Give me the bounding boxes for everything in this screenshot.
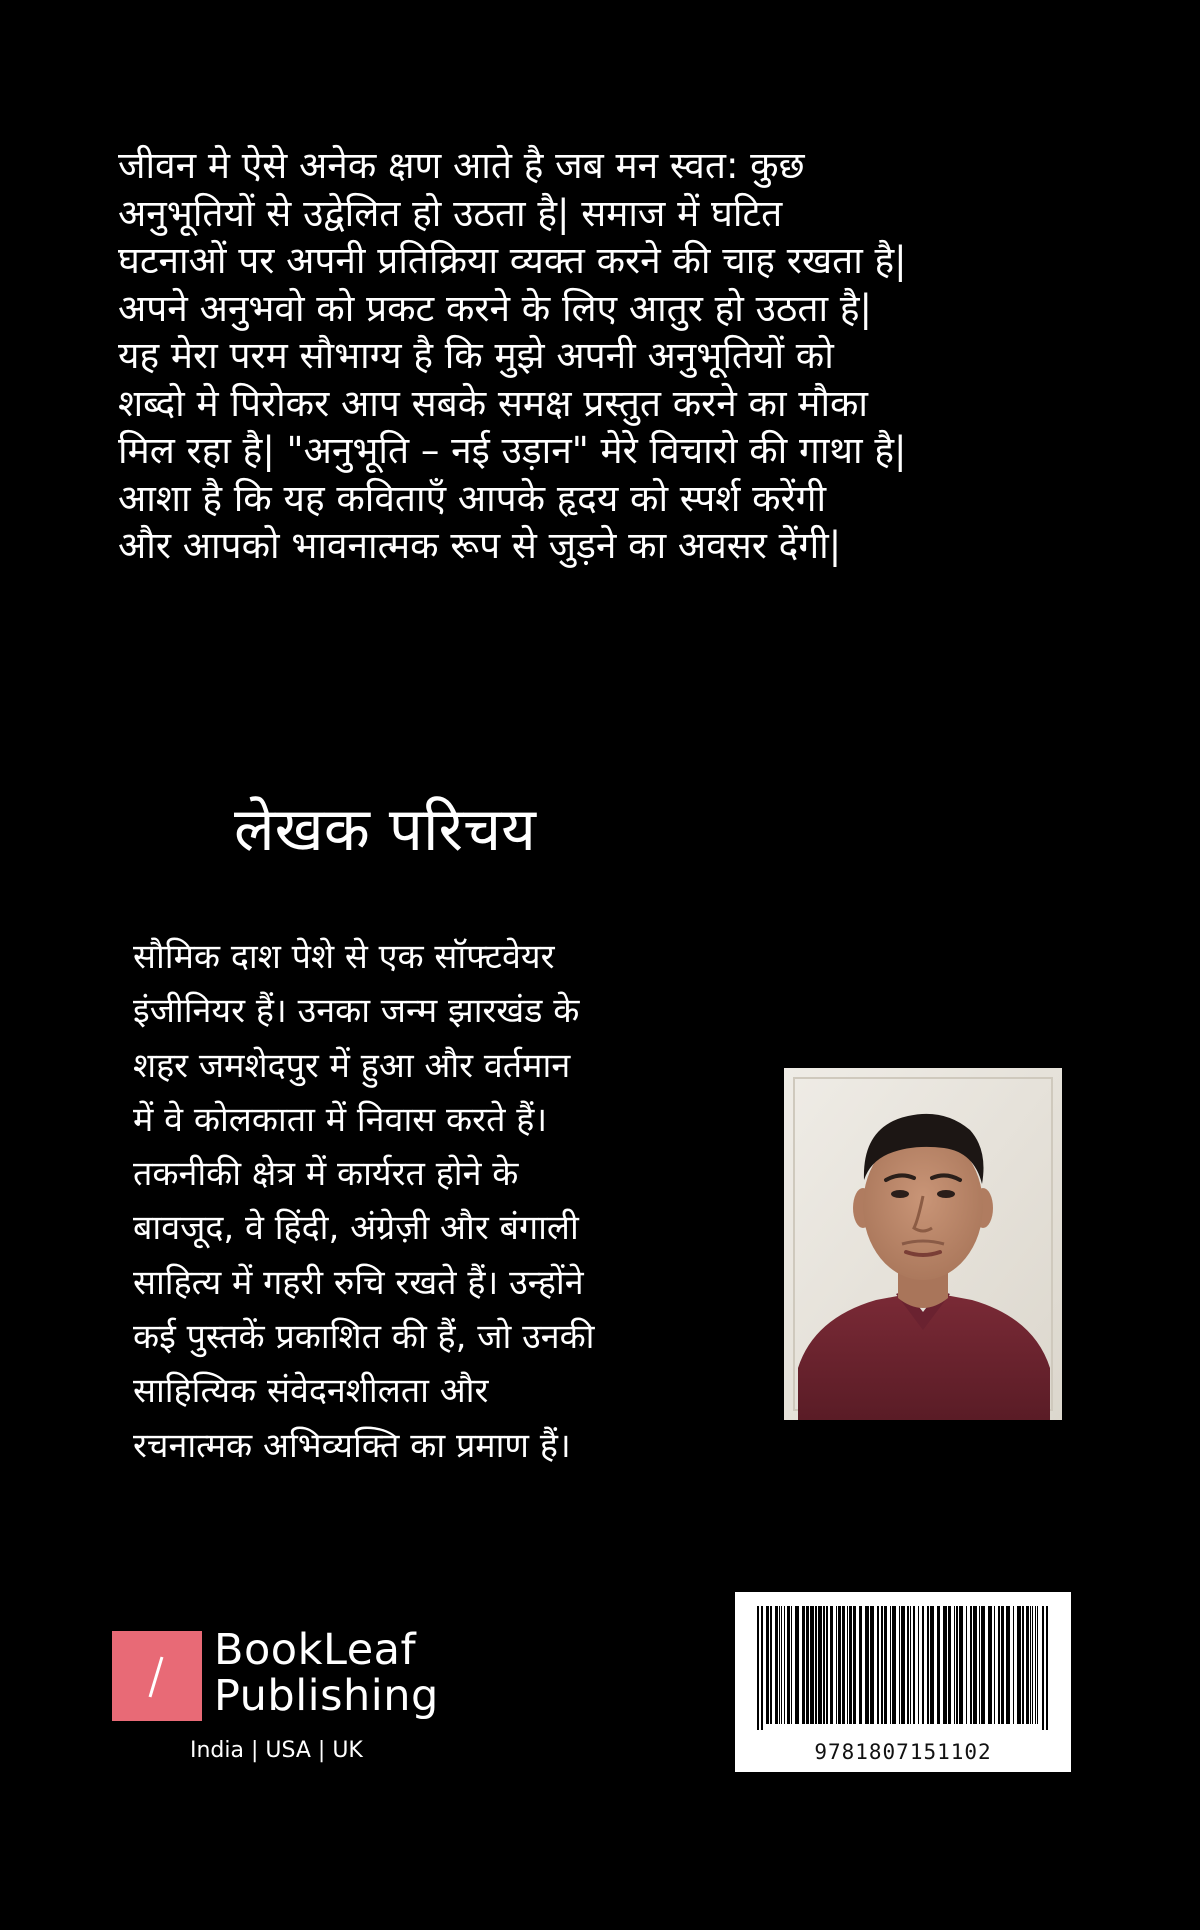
barcode-bar xyxy=(865,1606,869,1724)
barcode-bar xyxy=(791,1606,792,1724)
barcode-bar xyxy=(956,1606,958,1724)
barcode-bar xyxy=(948,1606,951,1724)
barcode-bar xyxy=(806,1606,809,1724)
barcode-bar xyxy=(766,1606,769,1724)
blurb-line: यह मेरा परम सौभाग्य है कि मुझे अपनी अनुभूतियों को xyxy=(118,334,834,377)
barcode-bar xyxy=(795,1606,799,1724)
barcode-bar xyxy=(907,1606,909,1724)
barcode-bar xyxy=(757,1606,759,1730)
barcode-bar xyxy=(881,1606,883,1724)
barcode-bar xyxy=(810,1606,814,1724)
barcode-bar xyxy=(1042,1606,1044,1730)
barcode-bar xyxy=(770,1606,772,1724)
bio-line: इंजीनियर हैं। उनका जन्म झारखंड के xyxy=(133,991,580,1032)
barcode-bar xyxy=(998,1606,1000,1724)
blurb-line: मिल रहा है| "अनुभूति – नई उड़ान" मेरे विचारो की गाथा है| xyxy=(118,429,907,472)
barcode-bar xyxy=(838,1606,841,1724)
barcode-bar xyxy=(970,1606,972,1724)
barcode-bar xyxy=(937,1606,940,1724)
barcode-bar xyxy=(1032,1606,1033,1724)
barcode-bar xyxy=(927,1606,929,1724)
barcode-bar xyxy=(826,1606,828,1724)
barcode-bar xyxy=(784,1606,785,1724)
blurb-line: आशा है कि यह कविताएँ आपके हृदय को स्पर्श करेंगी xyxy=(118,476,827,520)
barcode-bar xyxy=(761,1606,763,1730)
barcode-bar xyxy=(1006,1606,1010,1724)
barcode-bar xyxy=(1037,1606,1038,1724)
barcode-bar xyxy=(818,1606,822,1724)
barcode-bar xyxy=(775,1606,778,1724)
publisher-name-line2: Publishing xyxy=(214,1671,439,1721)
author-intro-heading: लेखक परिचय xyxy=(234,795,536,865)
barcode-bar xyxy=(966,1606,967,1724)
barcode-bar xyxy=(918,1606,919,1724)
barcode-bar xyxy=(899,1606,900,1724)
barcode-bar xyxy=(1030,1606,1031,1724)
barcode-bar xyxy=(1001,1606,1004,1724)
barcode-bar xyxy=(973,1606,977,1724)
barcode-bar xyxy=(959,1606,963,1724)
barcode-bar xyxy=(815,1606,817,1724)
barcode-bar xyxy=(787,1606,790,1724)
bio-line: सौमिक दाश पेशे से एक सॉफ्टवेयर xyxy=(133,937,555,977)
barcode-bar xyxy=(823,1606,825,1724)
barcode-bar xyxy=(1046,1606,1048,1730)
barcode-bar xyxy=(994,1606,995,1724)
barcode-bar xyxy=(943,1606,947,1724)
barcode-bar xyxy=(988,1606,992,1724)
barcode-bar xyxy=(1013,1606,1014,1724)
bio-line: बावजूद, वे हिंदी, अंग्रेज़ी और बंगाली xyxy=(133,1208,579,1249)
blurb-line: अनुभूतियों से उद्वेलित हो उठता है| समाज में घटित xyxy=(118,191,783,235)
barcode-bar xyxy=(954,1606,955,1724)
publisher-name-line1: BookLeaf xyxy=(214,1625,417,1675)
bio-line: में वे कोलकाता में निवास करते हैं। xyxy=(133,1099,548,1140)
barcode-bar xyxy=(870,1606,874,1724)
publisher-logo xyxy=(112,1626,452,1766)
barcode-bar xyxy=(849,1606,852,1724)
blurb-line: जीवन मे ऐसे अनेक क्षण आते है जब मन स्वत: कुछ xyxy=(118,144,805,187)
author-photo xyxy=(784,1068,1062,1420)
barcode-bar xyxy=(781,1606,782,1724)
barcode-bar xyxy=(892,1606,896,1724)
barcode-bar xyxy=(1035,1606,1036,1724)
bio-line: तकनीकी क्षेत्र में कार्यरत होने के xyxy=(133,1154,519,1195)
barcode-bar xyxy=(842,1606,845,1724)
blurb-line: अपने अनुभवो को प्रकट करने के लिए आतुर हो उठता है| xyxy=(118,286,872,330)
barcode-bar xyxy=(859,1606,862,1724)
bio-line: कई पुस्तकें प्रकाशित की हैं, जो उनकी xyxy=(133,1317,595,1358)
barcode-bar xyxy=(930,1606,934,1724)
bio-line: साहित्यिक संवेदनशीलता और xyxy=(133,1371,489,1412)
blurb-line: घटनाओं पर अपनी प्रतिक्रिया व्यक्त करने की चाह रखता है| xyxy=(118,239,907,282)
barcode-bar xyxy=(830,1606,833,1724)
author-bio xyxy=(133,930,733,1473)
barcode-bar xyxy=(890,1606,891,1724)
slash-logo-icon xyxy=(112,1631,202,1721)
blurb-line: और आपको भावनात्मक रूप से जुड़ने का अवसर देंगी| xyxy=(118,524,842,567)
barcode-bar xyxy=(853,1606,856,1724)
barcode-bar xyxy=(779,1606,780,1724)
bio-line: रचनात्मक अभिव्यक्ति का प्रमाण हैं। xyxy=(133,1425,571,1466)
barcode-bar xyxy=(913,1606,915,1724)
isbn-number: 9781807151102 xyxy=(814,1740,992,1764)
barcode-bar xyxy=(922,1606,924,1724)
barcode-bar xyxy=(1017,1606,1021,1724)
publisher-regions: India | USA | UK xyxy=(190,1738,363,1763)
barcode-bar xyxy=(981,1606,985,1724)
barcode-bar xyxy=(979,1606,980,1724)
isbn-barcode xyxy=(735,1592,1071,1772)
barcode-bar xyxy=(901,1606,905,1724)
barcode-bar xyxy=(910,1606,911,1724)
barcode-bar xyxy=(836,1606,837,1724)
blurb-line: शब्दो मे पिरोकर आप सबके समक्ष प्रस्तुत करने का मौका xyxy=(118,381,869,425)
barcode-bar xyxy=(847,1606,848,1724)
bio-line: शहर जमशेदपुर में हुआ और वर्तमान xyxy=(133,1045,571,1086)
barcode-bar xyxy=(1022,1606,1024,1724)
barcode-bar xyxy=(1026,1606,1029,1724)
barcode-bars xyxy=(735,1592,1071,1742)
barcode-bar xyxy=(802,1606,805,1724)
barcode-bar xyxy=(884,1606,887,1724)
bio-line: साहित्य में गहरी रुचि रखते हैं। उन्होंने xyxy=(133,1262,584,1303)
barcode-bar xyxy=(877,1606,879,1724)
book-blurb xyxy=(118,142,1118,570)
